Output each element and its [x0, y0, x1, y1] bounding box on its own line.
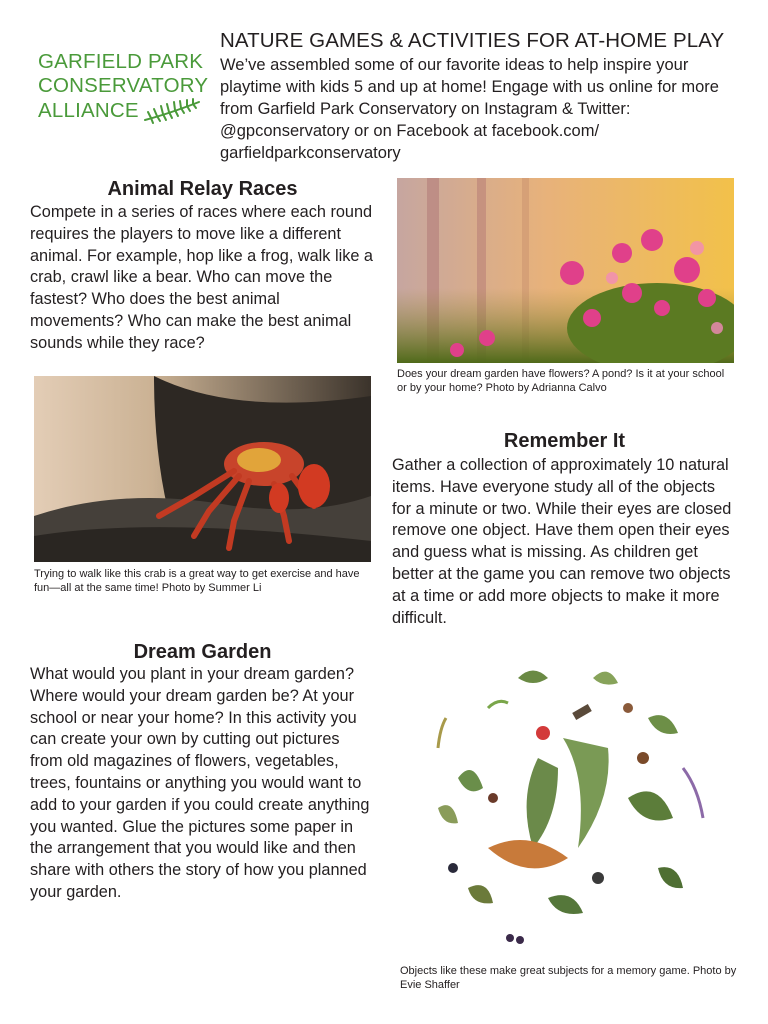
logo-line-2: CONSERVATORY: [38, 74, 209, 97]
crab-caption: Trying to walk like this crab is a great way to get exercise and have fun—all at the same time! Photo by Summer Li: [34, 568, 360, 594]
intro-text: We’ve assembled some of our favorite ideas to help inspire your playtime with kids 5 and up at home! Engage with us online for more from Garfield Park Conservatory on Instagram & Twitter: @gpconservatory or on Facebook at facebook.com/ garfieldparkconservatory: [220, 56, 719, 162]
flowers-photo: [397, 178, 734, 363]
dream-title: Dream Garden: [133, 641, 272, 663]
relay-title: Animal Relay Races: [107, 178, 298, 200]
dream-body: What would you plant in your dream garden? Where would your dream garden be? At your school or near your home? In this activity you can create your own by cutting out pictures from old magazines of flowers, vegetables, trees, fountains or anything you would want to add to your garden if you could create anything you wanted. Glue the pictures some paper in the arrangement that you would like and then share with others the story of how you planned your garden.: [30, 665, 370, 901]
flowers-caption: Does your dream garden have flowers? A pond? Is it at your school or by your home? Photo by Adrianna Calvo: [397, 368, 725, 394]
fern-icon: [143, 98, 201, 124]
logo-line-1: GARFIELD PARK: [38, 50, 204, 73]
objects-caption: Objects like these make great subjects for a memory game. Photo by Evie Shaffer: [400, 965, 737, 991]
logo: [38, 50, 218, 124]
relay-body: Compete in a series of races where each round requires the players to move like a different animal. For example, hop like a frog, walk like a crab, crawl like a bear. Who can move the fastest? Who does the best animal movements? Who can make the best animal sounds while they race?: [30, 203, 373, 352]
page-title: NATURE GAMES & ACTIVITIES FOR AT-HOME PLAY: [220, 29, 725, 52]
remember-title: Remember It: [503, 430, 626, 452]
remember-body: Gather a collection of approximately 10 natural items. Have everyone study all of the objects for a minute or two. While their eyes are closed remove one object. Have them open their eyes and guess what is missing. As children get better at the game you can remove two objects at a time or add more objects to make it more difficult.: [392, 456, 732, 627]
objects-photo: [398, 648, 738, 958]
logo-line-3: ALLIANCE: [38, 99, 139, 122]
crab-photo: [34, 376, 371, 562]
